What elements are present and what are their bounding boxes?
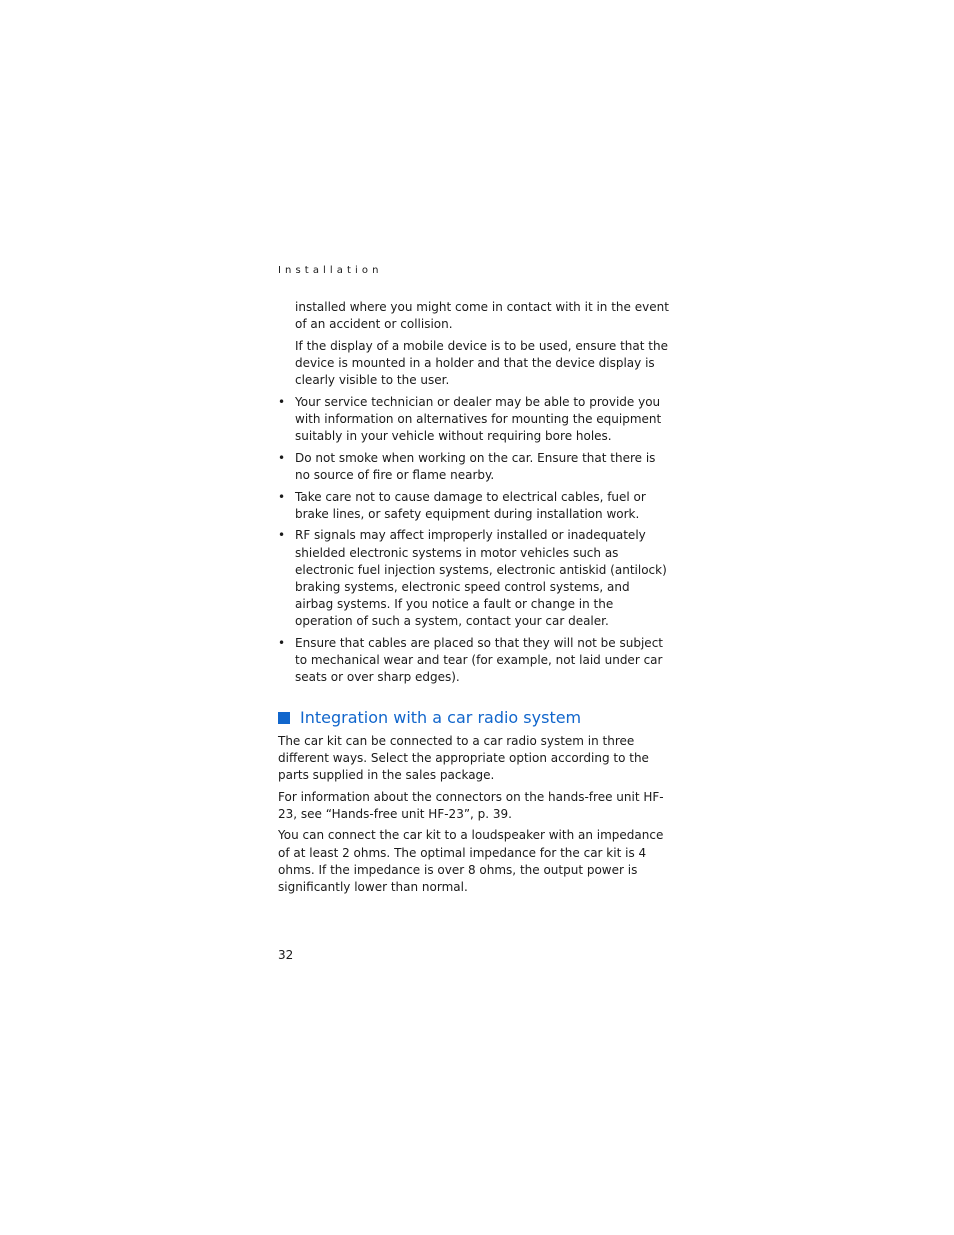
bullet-item [278,527,670,630]
bullet-text: Do not smoke when working on the car. Ensure that there is no source of fire or flame nearby. [295,450,656,482]
section-heading-text: Integration with a car radio system [300,707,582,727]
bullet-dot-icon: • [278,450,286,465]
section-heading [278,707,670,729]
running-header: Installation [278,265,383,276]
bullet-dot-icon: • [278,394,286,409]
continuation-paragraph-1: installed where you might come in contact with it in the event of an accident or collision. [295,300,669,332]
bullet-text: Ensure that cables are placed so that they will not be subject to mechanical wear and tear (for example, not laid under car seats or over sharp edges). [295,636,663,685]
page-content [278,299,670,901]
bullet-item [278,489,670,523]
section-paragraph-2: For information about the connectors on the hands-free unit HF-23, see “Hands-free unit HF-23”, p. 39. [278,789,664,821]
section-paragraph-1: The car kit can be connected to a car radio system in three different ways. Select the appropriate option according to the parts supplied in the sales package. [278,733,649,783]
page-number: 32 [278,948,294,962]
bullet-item [278,450,670,484]
safety-bullet-list [278,394,670,687]
bullet-dot-icon: • [278,528,286,543]
bullet-text: Take care not to cause damage to electrical cables, fuel or brake lines, or safety equipment during installation work. [295,489,646,521]
section-square-icon [278,712,290,724]
section-paragraph-3: You can connect the car kit to a loudspeaker with an impedance of at least 2 ohms. The optimal impedance for the car kit is 4 ohms. If the impedance is over 8 ohms, the output power is significantly lower than normal. [278,828,664,895]
bullet-text: RF signals may affect improperly installed or inadequately shielded electronic systems in motor vehicles such as electronic fuel injection systems, electronic antiskid (antilock) braking systems, electronic speed control systems, and airbag systems. If you notice a fault or change in the operation of such a system, contact your car dealer. [295,528,667,629]
bullet-text: Your service technician or dealer may be able to provide you with information on alternatives for mounting the equipment suitably in your vehicle without requiring bore holes. [295,394,662,444]
bullet-dot-icon: • [278,489,286,504]
continuation-paragraph-2: If the display of a mobile device is to be used, ensure that the device is mounted in a holder and that the device display is clearly visible to the user. [295,338,668,388]
bullet-dot-icon: • [278,636,286,650]
bullet-item [278,635,670,687]
bullet-item [278,394,670,446]
